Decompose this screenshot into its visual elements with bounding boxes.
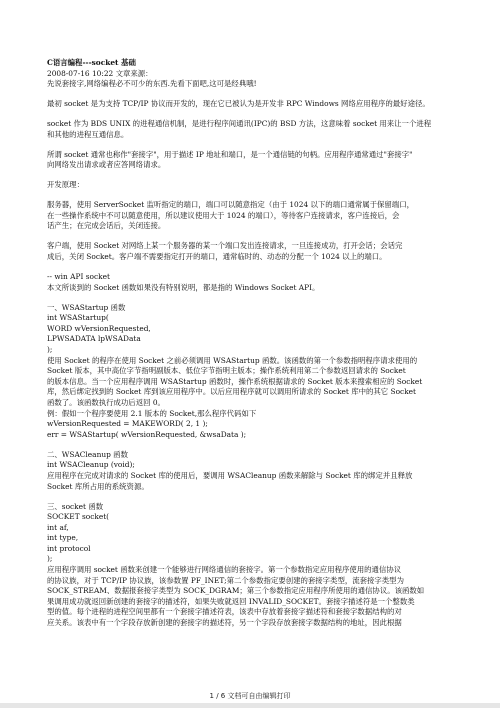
paragraph-gap: [47, 293, 459, 302]
text-line: int type,: [47, 533, 79, 543]
text-line: Socket 库所占用的系统资源。: [47, 481, 149, 491]
text-line: 应用程序调用 socket 函数来创建一个能够进行网络通信的套接字。第一个参数指定应用程序使用的通信协议: [47, 565, 402, 575]
text-line: 所谓 socket 通常也称作"套接字"，用于描述 IP 地址和端口，是一个通信链的句柄。应用程序通常通过"套接字": [47, 149, 413, 159]
text-line: int af,: [47, 522, 69, 532]
text-line: WORD wVersionRequested,: [47, 323, 151, 333]
text-line: int WSACleanup (void);: [47, 460, 135, 470]
text-line: 在一些操作系统中不可以随意使用，所以建议使用大于 1024 的端口），等待客户连接请求，客户连接后，会: [47, 210, 400, 220]
text-line: 最初 socket 是为支持 TCP/IP 协议而开发的，现在它已被认为是开发非 RPC Windows 网络应用程序的最好途径。: [47, 99, 430, 109]
text-line: SOCKET socket(: [47, 512, 110, 522]
text-line: -- win API socket: [47, 272, 110, 282]
text-line: );: [47, 345, 53, 354]
text-line: 先说套接字,网络编程必不可少的东西.先看下面吧,这可是经典哦!: [47, 79, 257, 89]
paragraph-gap: [47, 171, 459, 180]
document-body: [47, 58, 459, 629]
text-line: 本文所谈到的 Socket 函数如果没有特别说明，都是指的 Windows Socket API。: [47, 282, 320, 292]
paragraph-gap: [47, 90, 459, 99]
footer-bar: [0, 703, 500, 708]
text-line: 成后，关闭 Socket。客户端不需要指定打开的端口，通常临时的、动态的分配一个 1024 以上的端口。: [47, 252, 387, 262]
paragraph-gap: [47, 263, 459, 272]
text-line: 例：假如一个程序要使用 2.1 版本的 Socket,那么程序代码如下: [47, 408, 257, 418]
document-lines: [47, 69, 459, 629]
text-line: 和其他的进程互通信息。: [47, 129, 129, 139]
paragraph-gap: [47, 440, 459, 449]
text-line: 话产生；在完成会话后，关闭连接。: [47, 221, 166, 231]
text-line: 的协议族，对于 TCP/IP 协议族，该参数置 PF_INET;第二个参数指定要创建的套接字类型，流套接字类型为: [47, 575, 404, 585]
text-line: 使用 Socket 的程序在使用 Socket 之前必须调用 WSAStartup 函数。该函数的第一个参数指明程序请求使用的: [47, 355, 418, 365]
text-line: 客户端，使用 Socket 对网络上某一个服务器的某一个端口发出连接请求，一旦连接成功，打开会话；会话完: [47, 241, 403, 251]
text-line: 2008-07-16 10:22 文章来源：: [47, 68, 153, 78]
text-line: 服务器，使用 ServerSocket 监听指定的端口，端口可以随意指定（由于 1024 以下的端口通常属于保留端口，: [47, 200, 414, 210]
text-line: 型的值。每个进程的进程空间里都有一个套接字描述符表，该表中存放着套接字描述符和套接字数据结构的对: [47, 607, 402, 617]
text-line: int WSAStartup(: [47, 313, 109, 323]
text-line: LPWSADATA lpWSAData: [47, 334, 141, 344]
text-line: 一、WSAStartup 函数: [47, 302, 126, 312]
text-line: 二、WSACleanup 函数: [47, 449, 128, 459]
text-line: Socket 版本，其中高位字节指明副版本、低位字节指明主版本；操作系统利用第二个参数返回请求的 Socket: [47, 366, 406, 376]
paragraph-gap: [47, 232, 459, 241]
paragraph-gap: [47, 110, 459, 119]
text-line: SOCK_STREAM、数据报套接字类型为 SOCK_DGRAM；第三个参数指定应用程序所使用的通信协议。该函数如: [47, 586, 425, 596]
text-line: 库，然后绑定找到的 Socket 库到该应用程序中。以后应用程序就可以调用所请求的 Socket 库中的其它 Socket: [47, 387, 417, 397]
text-line: 开发原理：: [47, 180, 84, 190]
paragraph-gap: [47, 140, 459, 149]
text-line: 三、socket 函数: [47, 501, 104, 511]
text-line: 的版本信息。当一个应用程序调用 WSAStartup 函数时，操作系统根据请求的 Socket 版本来搜索相应的 Socket: [47, 376, 423, 386]
page-footer: 1 / 6 文档可自由编辑打印: [209, 692, 291, 700]
text-line: int protocol: [47, 543, 91, 553]
text-line: 向网络发出请求或者应答网络请求。: [47, 160, 166, 170]
text-line: wVersionRequested = MAKEWORD( 2, 1 );: [47, 419, 208, 429]
text-line: 函数了。该函数执行成功后返回 0。: [47, 397, 165, 407]
text-line: socket 作为 BDS UNIX 的进程通信机制，是进行程序间通讯(IPC)的 BSD 方法，这意味着 socket 用来让一个进程: [47, 119, 432, 129]
text-line: 应用程序在完成对请求的 Socket 库的使用后，要调用 WSACleanup 函数来解除与 Socket 库的绑定并且释放: [47, 470, 413, 480]
text-line: );: [47, 554, 53, 564]
paragraph-gap: [47, 191, 459, 200]
paragraph-gap: [47, 492, 459, 501]
text-line: 应关系。该表中有一个字段存放新创建的套接字的描述符，另一个字段存放套接字数据结构的地址，因此根据: [47, 618, 402, 628]
document-title: C语言编程---socket 基础: [47, 58, 136, 67]
text-line: 果调用成功就返回新创建的套接字的描述符，如果失败就返回 INVALID_SOCKET。套接字描述符是一个整数类: [47, 596, 415, 606]
text-line: err = WSAStartup( wVersionRequested, &wsaData );: [47, 429, 247, 439]
